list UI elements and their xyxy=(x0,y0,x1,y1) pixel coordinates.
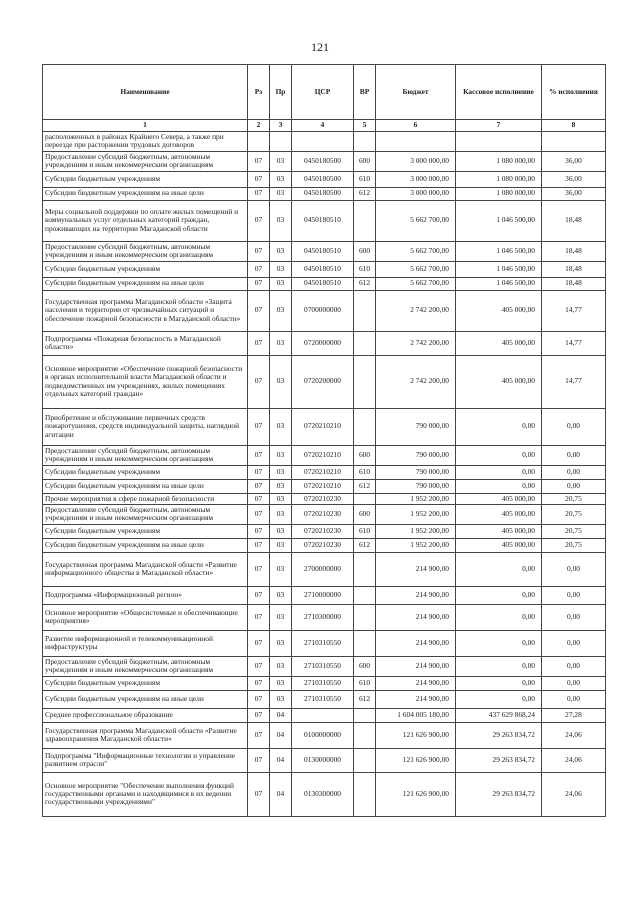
cell-vr xyxy=(354,493,376,504)
cell-csr: 0720210230 xyxy=(292,504,354,524)
cell-name: Субсидии бюджетным учреждениям на иные цели xyxy=(43,538,248,552)
cell-budget: 5 662 700,00 xyxy=(376,200,456,241)
table-row xyxy=(43,151,606,171)
cell-csr: 2710310550 xyxy=(292,690,354,708)
column-number-row xyxy=(43,120,606,132)
cell-pr: 03 xyxy=(270,604,292,630)
cell-name: Подпрограмма «Пожарная безопасность в Магаданской области» xyxy=(43,331,248,355)
table-row xyxy=(43,331,606,355)
cell-rz: 07 xyxy=(248,408,270,445)
cell-vr: 610 xyxy=(354,465,376,479)
cell-vr xyxy=(354,331,376,355)
table-row xyxy=(43,493,606,504)
cell-cash: 1 046 500,00 xyxy=(456,241,542,261)
cell-pct: 18,48 xyxy=(542,261,606,277)
cell-pr: 04 xyxy=(270,772,292,816)
col-number: 2 xyxy=(248,120,270,132)
table-row xyxy=(43,538,606,552)
table-row xyxy=(43,445,606,465)
cell-csr: 2710310550 xyxy=(292,676,354,690)
cell-pr: 03 xyxy=(270,187,292,200)
col-header-cash: Кассовое исполнение xyxy=(456,65,542,120)
table-row xyxy=(43,656,606,676)
col-number: 3 xyxy=(270,120,292,132)
cell-budget: 121 626 900,00 xyxy=(376,722,456,748)
cell-pr: 04 xyxy=(270,748,292,772)
cell-rz: 07 xyxy=(248,586,270,604)
cell-name: Прочие мероприятия в сфере пожарной безопасности xyxy=(43,493,248,504)
cell-budget: 5 662 700,00 xyxy=(376,261,456,277)
cell-pct: 0,00 xyxy=(542,690,606,708)
col-number: 8 xyxy=(542,120,606,132)
col-header-budget: Бюджет xyxy=(376,65,456,120)
cell-vr xyxy=(354,604,376,630)
cell-pct: 0,00 xyxy=(542,465,606,479)
cell-budget: 3 000 000,00 xyxy=(376,171,456,187)
cell-vr: 600 xyxy=(354,445,376,465)
cell-vr: 600 xyxy=(354,504,376,524)
cell-name: Субсидии бюджетным учреждениям на иные цели xyxy=(43,690,248,708)
cell-csr: 0450180510 xyxy=(292,200,354,241)
cell-cash: 1 046 500,00 xyxy=(456,200,542,241)
table-row xyxy=(43,261,606,277)
cell-pct: 0,00 xyxy=(542,604,606,630)
cell-budget: 1 952 200,00 xyxy=(376,538,456,552)
cell-rz: 07 xyxy=(248,445,270,465)
cell-name: Предоставление субсидий бюджетным, автономным учреждениям и иным некоммерческим организациям xyxy=(43,241,248,261)
cell-vr xyxy=(354,552,376,586)
cell-pct: 36,00 xyxy=(542,171,606,187)
cell-csr: 0720210210 xyxy=(292,408,354,445)
cell-rz: 07 xyxy=(248,200,270,241)
cell-budget: 214 900,00 xyxy=(376,604,456,630)
cell-cash: 0,00 xyxy=(456,656,542,676)
table-row xyxy=(43,200,606,241)
cell-name: Основное мероприятие «Обеспечение пожарной безопасности в органах исполнительной власти Магаданской области и подведомственных им учреждениях, жилых помещениях отдельных категорий граждан» xyxy=(43,355,248,408)
cell-budget xyxy=(376,132,456,152)
cell-name: Меры социальной поддержки по оплате жилых помещений и коммунальных услуг отдельных категорий граждан, проживающих на территории Магаданской области xyxy=(43,200,248,241)
cell-csr: 0100000000 xyxy=(292,722,354,748)
cell-cash: 405 000,00 xyxy=(456,524,542,538)
cell-name: Субсидии бюджетным учреждениям xyxy=(43,171,248,187)
table-row xyxy=(43,290,606,331)
table-row xyxy=(43,277,606,290)
cell-cash: 0,00 xyxy=(456,465,542,479)
cell-cash: 0,00 xyxy=(456,586,542,604)
cell-csr: 0720000000 xyxy=(292,331,354,355)
cell-name: расположенных в районах Крайнего Севера, а также при переезде при расторжении трудовых договоров xyxy=(43,132,248,152)
cell-name: Среднее профессиональное образование xyxy=(43,708,248,722)
cell-csr: 0720210230 xyxy=(292,493,354,504)
cell-rz: 07 xyxy=(248,504,270,524)
cell-pr: 03 xyxy=(270,290,292,331)
cell-vr: 612 xyxy=(354,187,376,200)
cell-budget: 214 900,00 xyxy=(376,690,456,708)
cell-rz: 07 xyxy=(248,656,270,676)
cell-cash: 29 263 834,72 xyxy=(456,722,542,748)
cell-vr: 612 xyxy=(354,277,376,290)
cell-csr: 2710000000 xyxy=(292,586,354,604)
cell-pr: 03 xyxy=(270,331,292,355)
cell-pct: 18,48 xyxy=(542,241,606,261)
cell-cash: 405 000,00 xyxy=(456,538,542,552)
cell-pr: 03 xyxy=(270,676,292,690)
cell-pct: 0,00 xyxy=(542,676,606,690)
cell-name: Предоставление субсидий бюджетным, автономным учреждениям и иным некоммерческим организациям xyxy=(43,656,248,676)
cell-rz: 07 xyxy=(248,261,270,277)
cell-cash: 405 000,00 xyxy=(456,504,542,524)
cell-budget: 790 000,00 xyxy=(376,445,456,465)
col-header-vr: ВР xyxy=(354,65,376,120)
cell-pr: 03 xyxy=(270,465,292,479)
cell-vr xyxy=(354,586,376,604)
table-row xyxy=(43,355,606,408)
cell-vr xyxy=(354,630,376,656)
cell-rz: 07 xyxy=(248,690,270,708)
cell-rz: 07 xyxy=(248,171,270,187)
table-row xyxy=(43,524,606,538)
table-row xyxy=(43,586,606,604)
cell-csr: 2710310550 xyxy=(292,656,354,676)
cell-pr: 03 xyxy=(270,241,292,261)
cell-vr xyxy=(354,708,376,722)
cell-budget: 121 626 900,00 xyxy=(376,748,456,772)
cell-name: Субсидии бюджетным учреждениям xyxy=(43,676,248,690)
cell-pct: 36,00 xyxy=(542,187,606,200)
cell-name: Подпрограмма "Информационные технологии и управление развитием отрасли" xyxy=(43,748,248,772)
cell-csr: 0720210230 xyxy=(292,538,354,552)
cell-rz: 07 xyxy=(248,676,270,690)
cell-budget: 2 742 200,00 xyxy=(376,290,456,331)
cell-pr: 03 xyxy=(270,445,292,465)
table-row xyxy=(43,187,606,200)
cell-pct: 14,77 xyxy=(542,290,606,331)
cell-cash: 29 263 834,72 xyxy=(456,772,542,816)
cell-pr: 03 xyxy=(270,493,292,504)
cell-vr: 610 xyxy=(354,171,376,187)
col-number: 5 xyxy=(354,120,376,132)
cell-pr: 03 xyxy=(270,151,292,171)
cell-rz: 07 xyxy=(248,708,270,722)
cell-pr: 03 xyxy=(270,355,292,408)
cell-vr: 612 xyxy=(354,538,376,552)
cell-name: Основное мероприятие "Обеспечение выполнения функций государственными органами и находящимися в их ведении государственными учреждениями" xyxy=(43,772,248,816)
cell-pct: 18,48 xyxy=(542,277,606,290)
table-row xyxy=(43,408,606,445)
cell-cash: 1 046 500,00 xyxy=(456,261,542,277)
table-row xyxy=(43,708,606,722)
cell-cash: 29 263 834,72 xyxy=(456,748,542,772)
cell-vr xyxy=(354,408,376,445)
table-row xyxy=(43,171,606,187)
cell-csr: 0450180500 xyxy=(292,171,354,187)
cell-cash: 405 000,00 xyxy=(456,493,542,504)
cell-csr: 0450180510 xyxy=(292,241,354,261)
cell-budget: 5 662 700,00 xyxy=(376,277,456,290)
cell-rz: 07 xyxy=(248,241,270,261)
table-row xyxy=(43,465,606,479)
cell-name: Субсидии бюджетным учреждениям на иные цели xyxy=(43,277,248,290)
cell-pr: 03 xyxy=(270,690,292,708)
cell-cash: 0,00 xyxy=(456,552,542,586)
cell-pr xyxy=(270,132,292,152)
cell-csr xyxy=(292,708,354,722)
col-header-csr: ЦСР xyxy=(292,65,354,120)
cell-pct: 20,75 xyxy=(542,504,606,524)
cell-name: Субсидии бюджетным учреждениям xyxy=(43,465,248,479)
cell-pr: 03 xyxy=(270,504,292,524)
cell-csr: 0450180500 xyxy=(292,187,354,200)
cell-vr xyxy=(354,200,376,241)
cell-vr xyxy=(354,748,376,772)
cell-name: Основное мероприятие «Общесистемные и обеспечивающие мероприятия» xyxy=(43,604,248,630)
table-row xyxy=(43,690,606,708)
cell-pct: 0,00 xyxy=(542,656,606,676)
cell-pr: 04 xyxy=(270,722,292,748)
cell-vr xyxy=(354,132,376,152)
cell-budget: 1 952 200,00 xyxy=(376,493,456,504)
cell-rz: 07 xyxy=(248,524,270,538)
table-row xyxy=(43,552,606,586)
cell-cash: 0,00 xyxy=(456,676,542,690)
cell-name: Субсидии бюджетным учреждениям xyxy=(43,524,248,538)
header-row xyxy=(43,65,606,120)
cell-name: Развитие информационной и телекоммуникационной инфраструктуры xyxy=(43,630,248,656)
table-row xyxy=(43,772,606,816)
cell-cash: 0,00 xyxy=(456,690,542,708)
cell-name: Субсидии бюджетным учреждениям на иные цели xyxy=(43,187,248,200)
cell-pct: 24,06 xyxy=(542,722,606,748)
cell-vr: 600 xyxy=(354,151,376,171)
cell-csr: 0720210230 xyxy=(292,524,354,538)
cell-budget: 121 626 900,00 xyxy=(376,772,456,816)
cell-csr xyxy=(292,132,354,152)
cell-pr: 03 xyxy=(270,171,292,187)
cell-csr: 0450180510 xyxy=(292,261,354,277)
cell-rz: 07 xyxy=(248,277,270,290)
page-number: 121 xyxy=(311,40,329,54)
cell-rz: 07 xyxy=(248,538,270,552)
cell-cash: 1 080 000,00 xyxy=(456,187,542,200)
cell-pr: 03 xyxy=(270,524,292,538)
cell-cash: 0,00 xyxy=(456,630,542,656)
cell-name: Предоставление субсидий бюджетным, автономным учреждениям и иным некоммерческим организациям xyxy=(43,504,248,524)
cell-pct: 36,00 xyxy=(542,151,606,171)
cell-rz: 07 xyxy=(248,722,270,748)
cell-budget: 3 000 000,00 xyxy=(376,187,456,200)
cell-budget: 1 604 005 180,00 xyxy=(376,708,456,722)
cell-budget: 2 742 200,00 xyxy=(376,355,456,408)
col-header-rz: Рз xyxy=(248,65,270,120)
cell-csr: 0130300000 xyxy=(292,772,354,816)
cell-pct: 0,00 xyxy=(542,630,606,656)
cell-pct: 24,06 xyxy=(542,748,606,772)
cell-cash: 405 000,00 xyxy=(456,290,542,331)
cell-pr: 03 xyxy=(270,479,292,493)
cell-budget: 1 952 200,00 xyxy=(376,524,456,538)
table-body xyxy=(43,132,606,817)
cell-rz: 07 xyxy=(248,630,270,656)
cell-vr xyxy=(354,722,376,748)
cell-pr: 03 xyxy=(270,538,292,552)
cell-rz xyxy=(248,132,270,152)
cell-budget: 214 900,00 xyxy=(376,676,456,690)
cell-vr xyxy=(354,290,376,331)
budget-table xyxy=(42,64,606,817)
cell-vr: 612 xyxy=(354,690,376,708)
cell-pct: 20,75 xyxy=(542,538,606,552)
cell-csr: 0130000000 xyxy=(292,748,354,772)
cell-rz: 07 xyxy=(248,772,270,816)
cell-pr: 03 xyxy=(270,261,292,277)
cell-pct: 0,00 xyxy=(542,408,606,445)
cell-budget: 790 000,00 xyxy=(376,408,456,445)
cell-budget: 790 000,00 xyxy=(376,479,456,493)
cell-csr: 0720200000 xyxy=(292,355,354,408)
cell-rz: 07 xyxy=(248,493,270,504)
cell-rz: 07 xyxy=(248,151,270,171)
cell-cash: 437 629 868,24 xyxy=(456,708,542,722)
cell-cash: 405 000,00 xyxy=(456,355,542,408)
cell-pct: 14,77 xyxy=(542,355,606,408)
cell-budget: 2 742 200,00 xyxy=(376,331,456,355)
cell-vr: 610 xyxy=(354,261,376,277)
cell-pct: 20,75 xyxy=(542,493,606,504)
cell-pr: 03 xyxy=(270,277,292,290)
table-row xyxy=(43,676,606,690)
cell-vr: 612 xyxy=(354,479,376,493)
cell-rz: 07 xyxy=(248,604,270,630)
cell-cash: 1 080 000,00 xyxy=(456,171,542,187)
table-row xyxy=(43,748,606,772)
cell-pct: 18,48 xyxy=(542,200,606,241)
cell-rz: 07 xyxy=(248,465,270,479)
cell-budget: 3 000 000,00 xyxy=(376,151,456,171)
cell-name: Предоставление субсидий бюджетным, автономным учреждениям и иным некоммерческим организациям xyxy=(43,151,248,171)
table-row xyxy=(43,604,606,630)
cell-pct: 0,00 xyxy=(542,479,606,493)
col-number: 6 xyxy=(376,120,456,132)
cell-csr: 0720210210 xyxy=(292,465,354,479)
cell-name: Государственная программа Магаданской области «Развитие здравоохранения Магаданской области» xyxy=(43,722,248,748)
cell-pct: 20,75 xyxy=(542,524,606,538)
table-row xyxy=(43,630,606,656)
cell-budget: 214 900,00 xyxy=(376,552,456,586)
cell-csr: 0450180500 xyxy=(292,151,354,171)
cell-budget: 790 000,00 xyxy=(376,465,456,479)
cell-pr: 04 xyxy=(270,708,292,722)
cell-budget: 214 900,00 xyxy=(376,656,456,676)
cell-budget: 214 900,00 xyxy=(376,586,456,604)
cell-pr: 03 xyxy=(270,200,292,241)
cell-cash: 405 000,00 xyxy=(456,331,542,355)
cell-vr: 600 xyxy=(354,241,376,261)
cell-pr: 03 xyxy=(270,656,292,676)
col-header-pr: Пр xyxy=(270,65,292,120)
cell-name: Приобретение и обслуживание первичных средств пожаротушения, средств индивидуальной защиты, наглядной агитации xyxy=(43,408,248,445)
cell-csr: 2710300000 xyxy=(292,604,354,630)
cell-pct: 0,00 xyxy=(542,552,606,586)
cell-csr: 0450180510 xyxy=(292,277,354,290)
cell-cash: 0,00 xyxy=(456,445,542,465)
cell-budget: 1 952 200,00 xyxy=(376,504,456,524)
cell-pr: 03 xyxy=(270,552,292,586)
col-header-pct: % исполнения xyxy=(542,65,606,120)
table-row xyxy=(43,241,606,261)
cell-vr: 610 xyxy=(354,676,376,690)
col-number: 1 xyxy=(43,120,248,132)
cell-csr: 0720210210 xyxy=(292,445,354,465)
cell-pr: 03 xyxy=(270,408,292,445)
cell-vr xyxy=(354,772,376,816)
cell-pct: 27,28 xyxy=(542,708,606,722)
cell-cash: 0,00 xyxy=(456,408,542,445)
cell-csr: 2710310550 xyxy=(292,630,354,656)
cell-pct: 14,77 xyxy=(542,331,606,355)
cell-name: Предоставление субсидий бюджетным, автономным учреждениям и иным некоммерческим организациям xyxy=(43,445,248,465)
cell-cash: 0,00 xyxy=(456,604,542,630)
cell-pct: 0,00 xyxy=(542,586,606,604)
cell-pr: 03 xyxy=(270,630,292,656)
col-number: 4 xyxy=(292,120,354,132)
cell-pct: 0,00 xyxy=(542,445,606,465)
cell-cash: 1 046 500,00 xyxy=(456,277,542,290)
table-row xyxy=(43,132,606,152)
cell-budget: 214 900,00 xyxy=(376,630,456,656)
cell-rz: 07 xyxy=(248,479,270,493)
cell-pr: 03 xyxy=(270,586,292,604)
cell-rz: 07 xyxy=(248,187,270,200)
cell-vr xyxy=(354,355,376,408)
table-row xyxy=(43,479,606,493)
table-row xyxy=(43,722,606,748)
cell-name: Субсидии бюджетным учреждениям xyxy=(43,261,248,277)
table-row xyxy=(43,504,606,524)
cell-csr: 2700000000 xyxy=(292,552,354,586)
cell-name: Государственная программа Магаданской области «Защита населения и территории от чрезвычайных ситуаций и обеспечение пожарной безопасности в Магаданской области» xyxy=(43,290,248,331)
cell-cash xyxy=(456,132,542,152)
cell-rz: 07 xyxy=(248,552,270,586)
col-header-name: Наименование xyxy=(43,65,248,120)
cell-vr: 600 xyxy=(354,656,376,676)
col-number: 7 xyxy=(456,120,542,132)
cell-rz: 07 xyxy=(248,748,270,772)
cell-name: Государственная программа Магаданской области «Развитие информационного общества в Магаданской области» xyxy=(43,552,248,586)
cell-rz: 07 xyxy=(248,355,270,408)
cell-cash: 1 080 000,00 xyxy=(456,151,542,171)
cell-csr: 0720210210 xyxy=(292,479,354,493)
cell-csr: 0700000000 xyxy=(292,290,354,331)
cell-vr: 610 xyxy=(354,524,376,538)
cell-pct xyxy=(542,132,606,152)
cell-budget: 5 662 700,00 xyxy=(376,241,456,261)
cell-name: Субсидии бюджетным учреждениям на иные цели xyxy=(43,479,248,493)
cell-pct: 24,06 xyxy=(542,772,606,816)
cell-name: Подпрограмма «Информационный регион» xyxy=(43,586,248,604)
cell-rz: 07 xyxy=(248,290,270,331)
cell-rz: 07 xyxy=(248,331,270,355)
cell-cash: 0,00 xyxy=(456,479,542,493)
